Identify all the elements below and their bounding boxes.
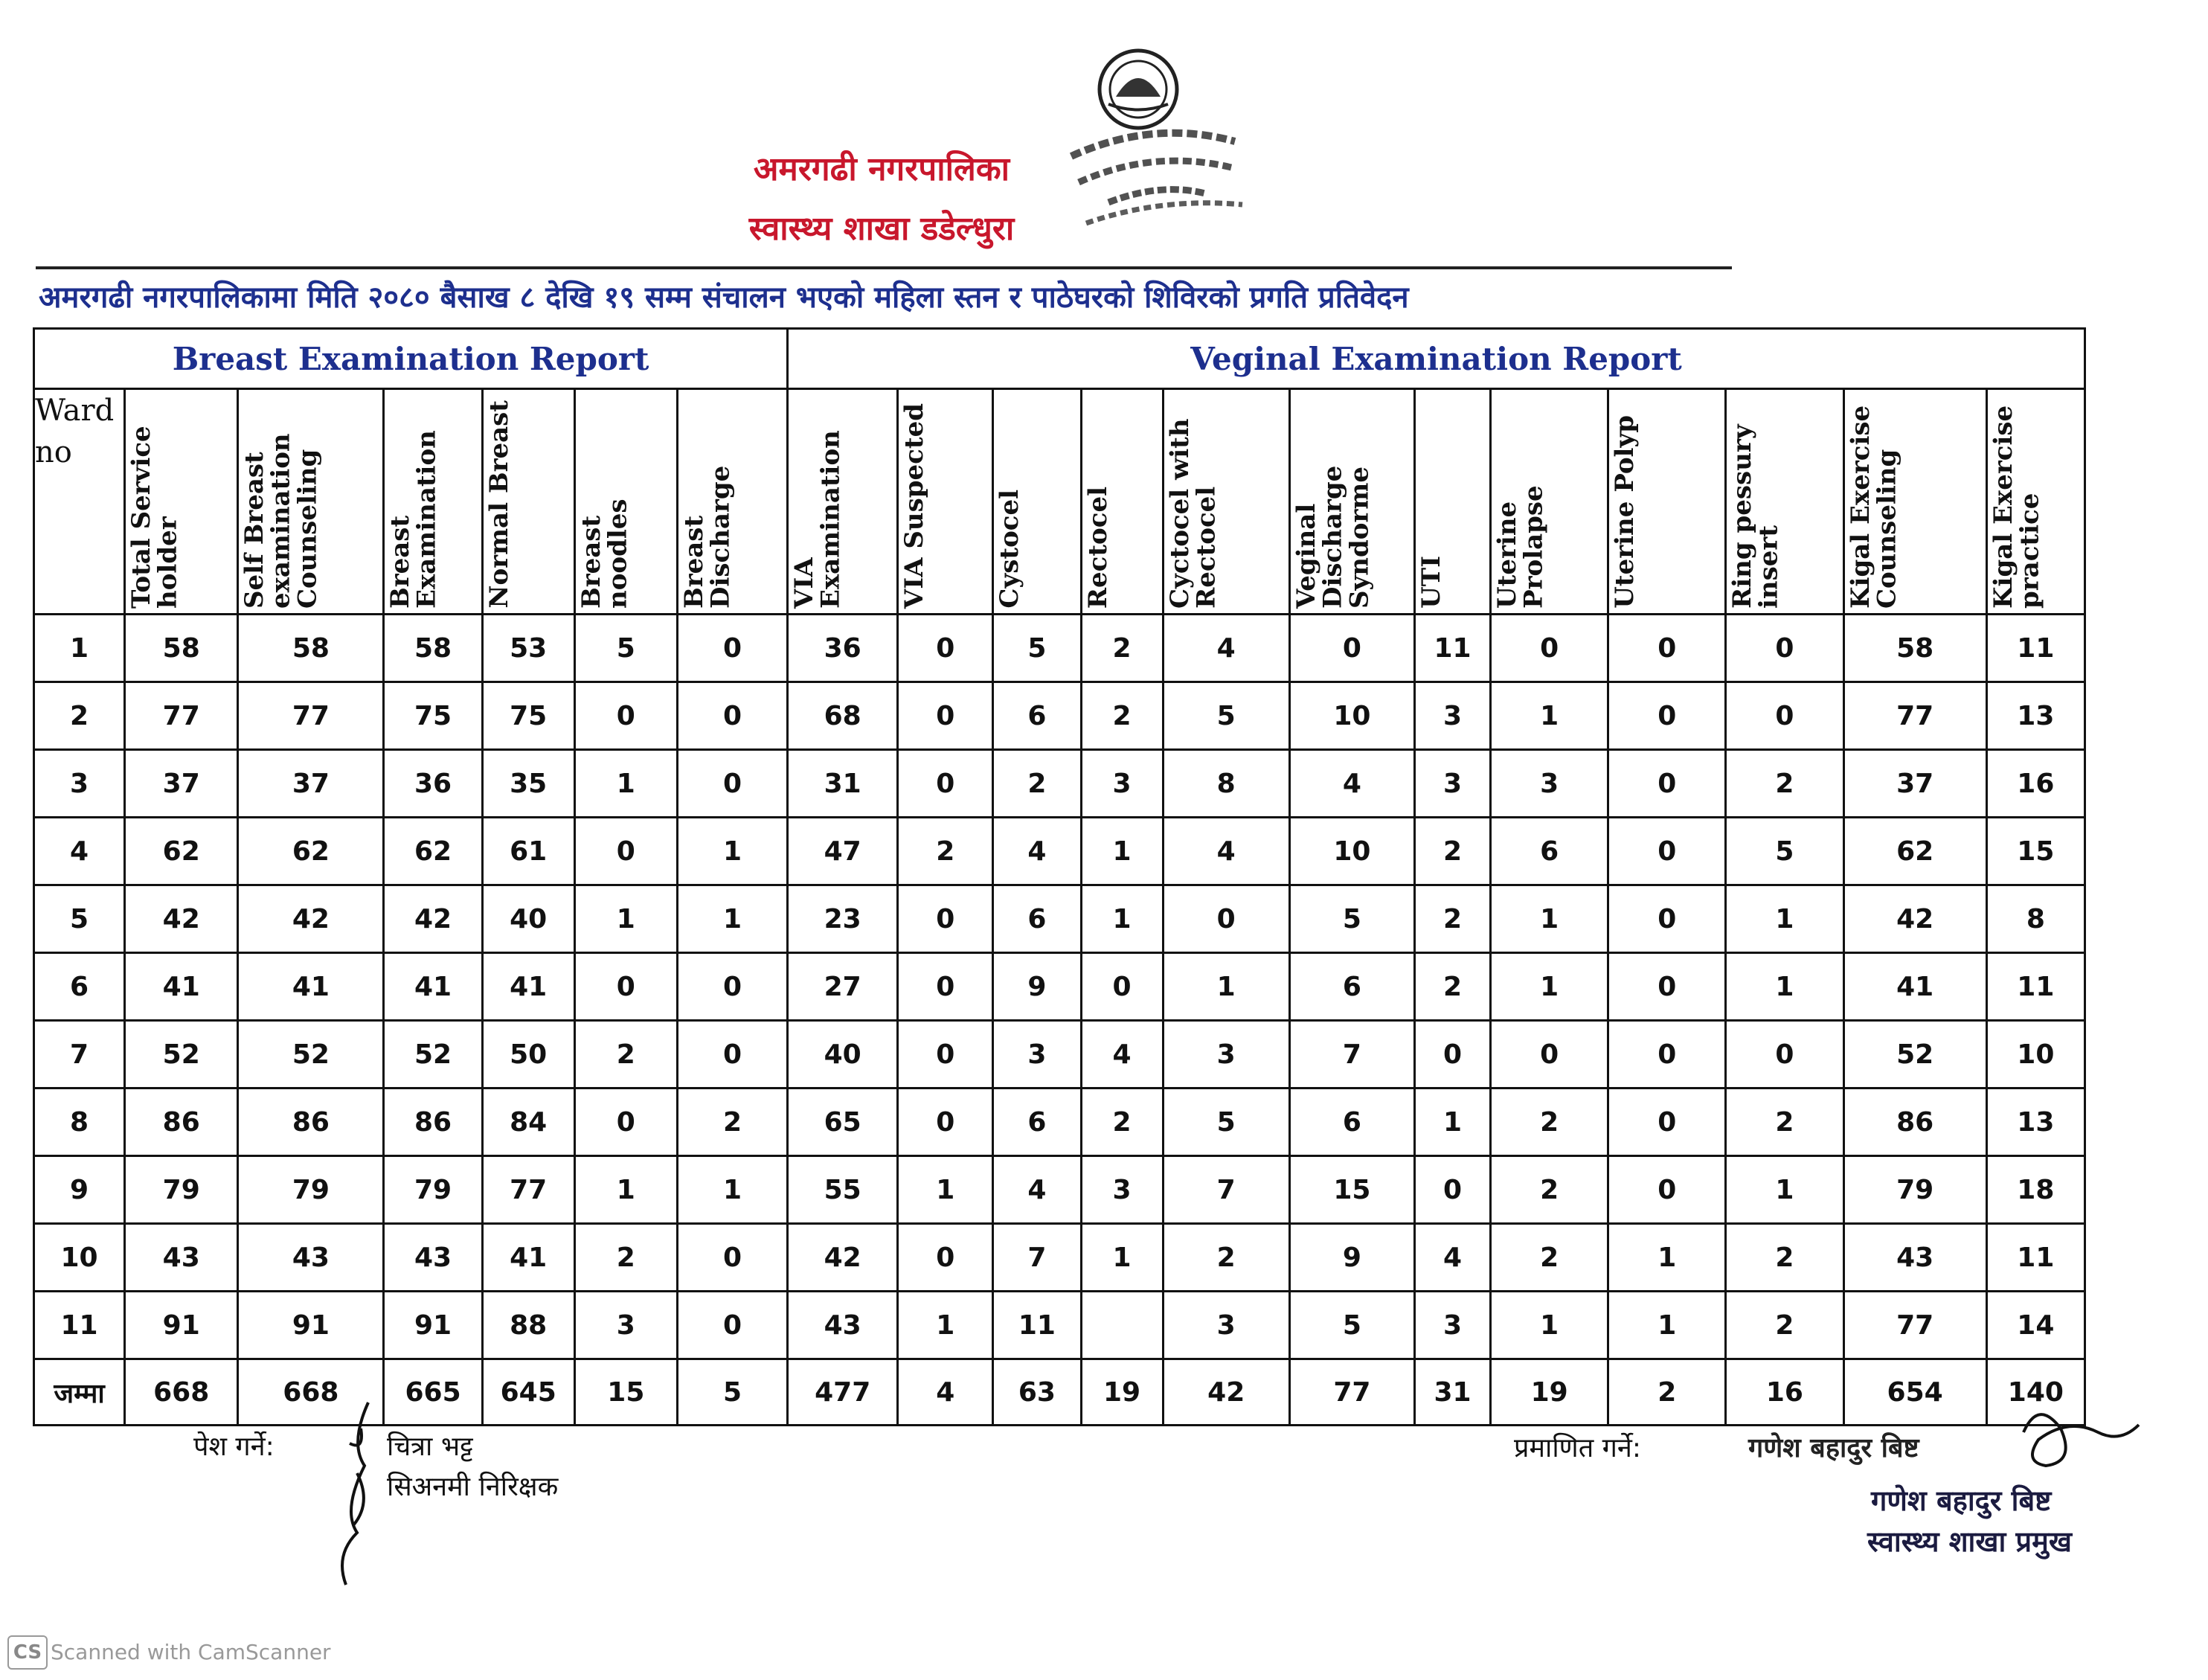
column-header-label: UTI: [1416, 556, 1446, 609]
table-cell: 86: [384, 1089, 482, 1156]
table-cell: 2: [1491, 1224, 1608, 1292]
table-cell: 65: [788, 1089, 898, 1156]
table-cell: 41: [238, 953, 384, 1021]
table-cell: 1: [1491, 1292, 1608, 1359]
table-cell: 0: [1726, 615, 1843, 682]
table-cell: 3: [1081, 1156, 1163, 1224]
table-cell: 47: [788, 818, 898, 885]
table-cell: 3: [574, 1292, 677, 1359]
table-cell: 654: [1843, 1359, 1986, 1426]
table-cell: 86: [125, 1089, 238, 1156]
table-cell: 36: [788, 615, 898, 682]
column-header: [1163, 389, 1289, 615]
column-header: [788, 389, 898, 615]
column-header-label: Uterine Prolapse: [1492, 485, 1549, 609]
table-cell: 3: [1163, 1021, 1289, 1089]
table-cell: 8: [1163, 750, 1289, 818]
table-cell: 77: [1843, 682, 1986, 750]
table-cell: 1: [1491, 885, 1608, 953]
table-cell: 16: [1986, 750, 2085, 818]
ward-number: 11: [34, 1292, 125, 1359]
table-cell: 14: [1986, 1292, 2085, 1359]
table-cell: 35: [482, 750, 574, 818]
table-cell: 11: [1414, 615, 1490, 682]
table-cell: 23: [788, 885, 898, 953]
table-cell: 0: [898, 953, 993, 1021]
table-cell: 79: [384, 1156, 482, 1224]
municipality-seal: [1056, 45, 1250, 231]
table-cell: 77: [125, 682, 238, 750]
table-cell: 4: [1414, 1224, 1490, 1292]
table-cell: 7: [1289, 1021, 1414, 1089]
table-cell: 1: [1081, 1224, 1163, 1292]
table-cell: 1: [1081, 818, 1163, 885]
table-cell: 53: [482, 615, 574, 682]
table-cell: 6: [993, 1089, 1081, 1156]
table-cell: 37: [1843, 750, 1986, 818]
column-header: [1289, 389, 1414, 615]
ward-number: 7: [34, 1021, 125, 1089]
column-header: [898, 389, 993, 615]
table-cell: 8: [1986, 885, 2085, 953]
table-cell: 0: [574, 953, 677, 1021]
table-cell: 15: [574, 1359, 677, 1426]
table-cell: 42: [238, 885, 384, 953]
table-cell: 0: [1608, 885, 1726, 953]
table-cell: 4: [1289, 750, 1414, 818]
table-cell: 0: [677, 682, 787, 750]
table-cell: 41: [384, 953, 482, 1021]
table-cell: 40: [788, 1021, 898, 1089]
table-cell: 0: [1608, 818, 1726, 885]
table-cell: 665: [384, 1359, 482, 1426]
table-cell: 42: [788, 1224, 898, 1292]
table-cell: 40: [482, 885, 574, 953]
table-cell: 41: [125, 953, 238, 1021]
ward-number: 6: [34, 953, 125, 1021]
table-cell: 0: [1081, 953, 1163, 1021]
table-cell: 37: [125, 750, 238, 818]
table-cell: 0: [677, 1224, 787, 1292]
column-header-label: Cyctocel with Rectocel: [1164, 418, 1222, 609]
table-cell: 477: [788, 1359, 898, 1426]
table-row: [34, 615, 2085, 682]
table-cell: 4: [1163, 818, 1289, 885]
column-header-label: Breast Discharge: [678, 465, 736, 609]
column-header-label: Cystocel: [995, 490, 1025, 609]
column-header: [574, 389, 677, 615]
table-row: [34, 1292, 2085, 1359]
column-header: [384, 389, 482, 615]
column-header-label: Rectocel: [1082, 486, 1113, 609]
table-cell: 27: [788, 953, 898, 1021]
column-header-label: VIA Suspected: [899, 403, 930, 609]
column-header-label: Kigal Exercise Counseling: [1845, 405, 1902, 609]
table-cell: 2: [1608, 1359, 1726, 1426]
column-header: [125, 389, 238, 615]
table-cell: 4: [1163, 615, 1289, 682]
submitted-by-label: पेश गर्ने:: [193, 1431, 275, 1462]
table-cell: 0: [574, 818, 677, 885]
table-cell: 58: [238, 615, 384, 682]
table-cell: 0: [1491, 1021, 1608, 1089]
table-cell: 6: [1289, 1089, 1414, 1156]
table-cell: 0: [677, 953, 787, 1021]
table-cell: 79: [125, 1156, 238, 1224]
table-cell: 43: [788, 1292, 898, 1359]
table-cell: 1: [677, 885, 787, 953]
table-cell: 1: [1726, 1156, 1843, 1224]
table-cell: 31: [788, 750, 898, 818]
table-row: [34, 818, 2085, 885]
table-cell: 1: [1081, 885, 1163, 953]
table-cell: 0: [1414, 1156, 1490, 1224]
table-cell: 50: [482, 1021, 574, 1089]
table-cell: 43: [238, 1224, 384, 1292]
table-cell: 2: [574, 1224, 677, 1292]
table-cell: 10: [1986, 1021, 2085, 1089]
table-cell: 4: [1081, 1021, 1163, 1089]
table-cell: 0: [1726, 682, 1843, 750]
table-cell: 77: [482, 1156, 574, 1224]
table-cell: 0: [1608, 1089, 1726, 1156]
certifier-stamp-title: स्वास्थ्य शाखा प्रमुख: [1867, 1525, 2072, 1558]
column-header-label: Ring pessury insert: [1727, 424, 1785, 609]
table-cell: 2: [993, 750, 1081, 818]
table-cell: 0: [898, 1224, 993, 1292]
table-cell: 6: [993, 682, 1081, 750]
column-header-label: Total Service holder: [126, 426, 183, 609]
table-cell: 86: [1843, 1089, 1986, 1156]
table-cell: 1: [574, 750, 677, 818]
table-cell: 0: [1608, 953, 1726, 1021]
report-title: अमरगढी नगरपालिकामा मिति २०८० बैसाख ८ देखि १९ सम्म संचालन भएको महिला स्तन र पाठेघरको शिविरको प्रगति प्रतिवेदन: [39, 280, 1409, 315]
table-cell: 5: [1163, 1089, 1289, 1156]
table-cell: 1: [1163, 953, 1289, 1021]
table-cell: 0: [898, 885, 993, 953]
table-cell: 55: [788, 1156, 898, 1224]
table-cell: 62: [238, 818, 384, 885]
table-cell: 0: [1608, 682, 1726, 750]
table-cell: 42: [1163, 1359, 1289, 1426]
table-cell: 668: [238, 1359, 384, 1426]
column-header: [1726, 389, 1843, 615]
table-cell: 31: [1414, 1359, 1490, 1426]
column-header: [1843, 389, 1986, 615]
ward-no-header: Ward no: [34, 389, 125, 615]
table-cell: 6: [1289, 953, 1414, 1021]
table-cell: 6: [1491, 818, 1608, 885]
table-cell: 15: [1289, 1156, 1414, 1224]
column-header-label: VIA Examination: [789, 430, 846, 609]
column-header: [1986, 389, 2085, 615]
column-header: [1414, 389, 1490, 615]
table-cell: 88: [482, 1292, 574, 1359]
column-header: [482, 389, 574, 615]
table-cell: 2: [1726, 750, 1843, 818]
table-row: [34, 1089, 2085, 1156]
submitter-signature: [327, 1399, 387, 1592]
column-header-label: Veginal Discharge Syndorme: [1291, 465, 1375, 609]
table-cell: 62: [125, 818, 238, 885]
ward-number: 4: [34, 818, 125, 885]
table-row: [34, 1021, 2085, 1089]
table-cell: 3: [1414, 750, 1490, 818]
table-cell: 77: [1289, 1359, 1414, 1426]
table-cell: 62: [384, 818, 482, 885]
table-cell: 42: [1843, 885, 1986, 953]
table-cell: 19: [1491, 1359, 1608, 1426]
table-cell: 42: [384, 885, 482, 953]
table-cell: 2: [574, 1021, 677, 1089]
table-cell: 91: [238, 1292, 384, 1359]
table-cell: 0: [898, 682, 993, 750]
header-divider: [36, 266, 1732, 269]
table-cell: 0: [1608, 750, 1726, 818]
table-cell: [1081, 1292, 1163, 1359]
table-cell: 52: [238, 1021, 384, 1089]
table-row: [34, 682, 2085, 750]
submitter-name: चित्रा भट्ट: [387, 1431, 473, 1462]
table-cell: 1: [1491, 953, 1608, 1021]
table-cell: 10: [1289, 818, 1414, 885]
table-cell: 61: [482, 818, 574, 885]
table-cell: 5: [1163, 682, 1289, 750]
table-cell: 5: [1289, 1292, 1414, 1359]
table-row: [34, 750, 2085, 818]
table-cell: 43: [384, 1224, 482, 1292]
table-cell: 86: [238, 1089, 384, 1156]
table-cell: 11: [1986, 953, 2085, 1021]
table-cell: 0: [1163, 885, 1289, 953]
table-cell: 2: [1414, 953, 1490, 1021]
table-cell: 52: [384, 1021, 482, 1089]
table-cell: 2: [1726, 1292, 1843, 1359]
table-cell: 0: [1608, 1021, 1726, 1089]
table-cell: 2: [1081, 615, 1163, 682]
table-cell: 41: [1843, 953, 1986, 1021]
table-cell: 2: [1414, 818, 1490, 885]
table-cell: 2: [898, 818, 993, 885]
table-cell: 36: [384, 750, 482, 818]
table-cell: 11: [1986, 615, 2085, 682]
table-cell: 2: [1491, 1156, 1608, 1224]
table-cell: 1: [1726, 885, 1843, 953]
ward-number: 3: [34, 750, 125, 818]
table-row: [34, 885, 2085, 953]
table-cell: 75: [482, 682, 574, 750]
report-table-body: [34, 615, 2085, 1426]
ward-number: 8: [34, 1089, 125, 1156]
table-cell: 0: [1491, 615, 1608, 682]
table-cell: 43: [125, 1224, 238, 1292]
vaginal-group-header: Veginal Examination Report: [788, 329, 2085, 389]
table-cell: 1: [1491, 682, 1608, 750]
column-header-label: Uterine Polyp: [1610, 415, 1640, 609]
table-cell: 58: [125, 615, 238, 682]
ward-number: 9: [34, 1156, 125, 1224]
table-cell: 7: [1163, 1156, 1289, 1224]
table-cell: 0: [1608, 615, 1726, 682]
table-cell: 9: [993, 953, 1081, 1021]
column-header-label: Normal Breast: [484, 400, 514, 609]
table-cell: 58: [1843, 615, 1986, 682]
certifier-handwritten-name: गणेश बहादुर बिष्ट: [1748, 1433, 1919, 1463]
table-row: [34, 953, 2085, 1021]
breast-group-header: Breast Examination Report: [34, 329, 788, 389]
table-cell: 0: [677, 750, 787, 818]
table-cell: 16: [1726, 1359, 1843, 1426]
table-cell: 77: [238, 682, 384, 750]
table-cell: 2: [1726, 1089, 1843, 1156]
table-cell: 63: [993, 1359, 1081, 1426]
table-cell: 0: [677, 1292, 787, 1359]
table-cell: 6: [993, 885, 1081, 953]
table-cell: 2: [677, 1089, 787, 1156]
table-cell: 10: [1289, 682, 1414, 750]
health-branch-name: स्वास्थ्य शाखा डडेल्धुरा: [748, 210, 1015, 248]
table-cell: 43: [1843, 1224, 1986, 1292]
table-cell: 5: [1289, 885, 1414, 953]
table-cell: 7: [993, 1224, 1081, 1292]
table-cell: 91: [125, 1292, 238, 1359]
column-header: [1491, 389, 1608, 615]
table-cell: 668: [125, 1359, 238, 1426]
table-cell: 4: [993, 818, 1081, 885]
table-cell: 645: [482, 1359, 574, 1426]
table-cell: 1: [1726, 953, 1843, 1021]
table-cell: 75: [384, 682, 482, 750]
camscanner-watermark: Scanned with CamScanner: [51, 1640, 331, 1664]
table-cell: 0: [677, 615, 787, 682]
submitter-title: सिअनमी निरिक्षक: [387, 1472, 559, 1502]
table-cell: 2: [1726, 1224, 1843, 1292]
table-cell: 3: [993, 1021, 1081, 1089]
table-cell: 2: [1491, 1089, 1608, 1156]
ward-number: 2: [34, 682, 125, 750]
table-cell: 5: [574, 615, 677, 682]
certified-by-label: प्रमाणित गर्ने:: [1514, 1433, 1642, 1463]
table-cell: 4: [993, 1156, 1081, 1224]
table-cell: 1: [574, 885, 677, 953]
table-cell: 41: [482, 1224, 574, 1292]
table-cell: 79: [1843, 1156, 1986, 1224]
table-cell: 3: [1491, 750, 1608, 818]
table-cell: 5: [677, 1359, 787, 1426]
table-cell: 3: [1081, 750, 1163, 818]
table-cell: 91: [384, 1292, 482, 1359]
certifier-stamp-name: गणेश बहादुर बिष्ट: [1871, 1484, 2052, 1517]
table-cell: 0: [1414, 1021, 1490, 1089]
table-cell: 9: [1289, 1224, 1414, 1292]
table-cell: 2: [1414, 885, 1490, 953]
table-cell: 15: [1986, 818, 2085, 885]
table-cell: 11: [993, 1292, 1081, 1359]
column-header: [1608, 389, 1726, 615]
table-cell: 2: [1081, 1089, 1163, 1156]
camscanner-logo: CS: [7, 1635, 48, 1670]
municipality-name: अमरगढी नगरपालिका: [753, 150, 1010, 188]
table-cell: 62: [1843, 818, 1986, 885]
table-cell: 0: [1726, 1021, 1843, 1089]
table-cell: 2: [1163, 1224, 1289, 1292]
table-cell: 1: [574, 1156, 677, 1224]
table-cell: 0: [898, 615, 993, 682]
table-cell: 58: [384, 615, 482, 682]
table-cell: 68: [788, 682, 898, 750]
table-cell: 1: [898, 1156, 993, 1224]
column-header: [993, 389, 1081, 615]
table-cell: 0: [898, 750, 993, 818]
ward-number: 5: [34, 885, 125, 953]
table-cell: 4: [898, 1359, 993, 1426]
table-cell: 0: [898, 1089, 993, 1156]
table-cell: 2: [1081, 682, 1163, 750]
table-cell: 5: [1726, 818, 1843, 885]
table-cell: 1: [677, 818, 787, 885]
table-cell: 140: [1986, 1359, 2085, 1426]
table-row: [34, 1156, 2085, 1224]
table-cell: 37: [238, 750, 384, 818]
table-cell: 3: [1414, 682, 1490, 750]
table-cell: 3: [1414, 1292, 1490, 1359]
ward-number: 1: [34, 615, 125, 682]
column-header: [1081, 389, 1163, 615]
table-cell: 77: [1843, 1292, 1986, 1359]
column-header-label: Self Breast examination Counseling: [240, 433, 323, 609]
table-cell: 5: [993, 615, 1081, 682]
table-cell: 41: [482, 953, 574, 1021]
table-cell: 19: [1081, 1359, 1163, 1426]
table-cell: 1: [1608, 1224, 1726, 1292]
column-header-label: Breast noodles: [576, 498, 633, 609]
total-label: जम्मा: [34, 1359, 125, 1426]
column-header: [238, 389, 384, 615]
table-cell: 1: [1608, 1292, 1726, 1359]
table-cell: 18: [1986, 1156, 2085, 1224]
table-cell: 0: [574, 1089, 677, 1156]
table-cell: 52: [1843, 1021, 1986, 1089]
table-cell: 13: [1986, 682, 2085, 750]
column-header: [677, 389, 787, 615]
table-cell: 79: [238, 1156, 384, 1224]
table-cell: 3: [1163, 1292, 1289, 1359]
certifier-signature: [2009, 1402, 2143, 1492]
table-cell: 0: [574, 682, 677, 750]
table-cell: 84: [482, 1089, 574, 1156]
ward-number: 10: [34, 1224, 125, 1292]
table-cell: 0: [898, 1021, 993, 1089]
table-cell: 42: [125, 885, 238, 953]
table-cell: 13: [1986, 1089, 2085, 1156]
examination-report-table: [33, 327, 2086, 1426]
table-cell: 0: [1608, 1156, 1726, 1224]
table-cell: 1: [1414, 1089, 1490, 1156]
column-header-label: Kigal Exercise practice: [1988, 405, 2045, 609]
table-row: [34, 1224, 2085, 1292]
table-cell: 11: [1986, 1224, 2085, 1292]
column-header-label: Breast Examination: [385, 430, 443, 609]
table-cell: 52: [125, 1021, 238, 1089]
table-cell: 1: [898, 1292, 993, 1359]
table-cell: 0: [677, 1021, 787, 1089]
table-cell: 1: [677, 1156, 787, 1224]
table-cell: 0: [1289, 615, 1414, 682]
